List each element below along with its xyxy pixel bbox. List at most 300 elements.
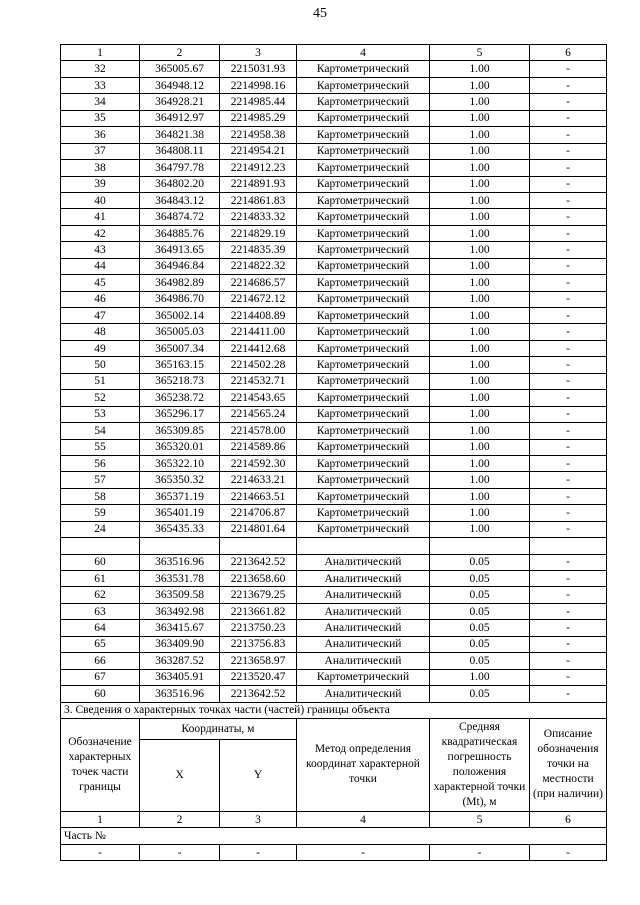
table-cell: 1.00 bbox=[430, 291, 530, 307]
table-cell: - bbox=[530, 587, 607, 603]
header-y: Y bbox=[220, 740, 297, 812]
table-cell: 2213661.82 bbox=[220, 603, 297, 619]
table-cell: 59 bbox=[61, 505, 140, 521]
table-cell: 2215031.93 bbox=[220, 61, 297, 77]
column-number: 5 bbox=[430, 45, 530, 61]
table-cell: - bbox=[530, 77, 607, 93]
table-cell: 1.00 bbox=[430, 225, 530, 241]
table-row bbox=[61, 160, 607, 176]
table-cell: 63 bbox=[61, 603, 140, 619]
table-cell: 2214958.38 bbox=[220, 127, 297, 143]
table-cell: 2214672.12 bbox=[220, 291, 297, 307]
table-cell: Картометрический bbox=[297, 505, 430, 521]
section-header-row bbox=[61, 718, 607, 739]
table-cell: - bbox=[530, 636, 607, 652]
table-cell: Картометрический bbox=[297, 291, 430, 307]
header-point-designation: Обозначение характерных точек части границы bbox=[61, 718, 140, 811]
table-cell: 61 bbox=[61, 571, 140, 587]
table-cell: 363516.96 bbox=[140, 686, 220, 702]
table-cell: - bbox=[530, 61, 607, 77]
table-cell: 1.00 bbox=[430, 521, 530, 537]
table-cell: 365296.17 bbox=[140, 406, 220, 422]
column-number: 1 bbox=[61, 811, 140, 827]
table-cell: 0.05 bbox=[430, 636, 530, 652]
table-cell: 62 bbox=[61, 587, 140, 603]
table-cell: 365005.67 bbox=[140, 61, 220, 77]
header-coordinates: Координаты, м bbox=[140, 718, 297, 739]
table-cell: 66 bbox=[61, 653, 140, 669]
table-cell: 2214408.89 bbox=[220, 308, 297, 324]
table-row bbox=[61, 324, 607, 340]
table-cell: Картометрический bbox=[297, 160, 430, 176]
table-cell: - bbox=[530, 603, 607, 619]
table-cell: 365322.10 bbox=[140, 455, 220, 471]
table-cell: 363409.90 bbox=[140, 636, 220, 652]
table-cell: 364885.76 bbox=[140, 225, 220, 241]
table-row bbox=[61, 521, 607, 537]
table-cell: 0.05 bbox=[430, 686, 530, 702]
table-cell: - bbox=[530, 340, 607, 356]
table-row bbox=[61, 620, 607, 636]
table-cell: 364948.12 bbox=[140, 77, 220, 93]
table-cell: 39 bbox=[61, 176, 140, 192]
column-number: 1 bbox=[61, 45, 140, 61]
table-row bbox=[61, 423, 607, 439]
table-cell bbox=[61, 538, 140, 554]
table-cell: 365002.14 bbox=[140, 308, 220, 324]
table-cell: - bbox=[430, 844, 530, 860]
table-cell: 2214411.00 bbox=[220, 324, 297, 340]
table-cell bbox=[530, 538, 607, 554]
table-cell: 46 bbox=[61, 291, 140, 307]
table-cell: 364913.65 bbox=[140, 242, 220, 258]
table-cell: - bbox=[530, 160, 607, 176]
table-row bbox=[61, 94, 607, 110]
table-cell: 1.00 bbox=[430, 61, 530, 77]
table-cell: 52 bbox=[61, 390, 140, 406]
table-cell: 2214833.32 bbox=[220, 209, 297, 225]
table-row bbox=[61, 192, 607, 208]
table-row bbox=[61, 636, 607, 652]
table-cell: 365371.19 bbox=[140, 488, 220, 504]
table-cell: 2213750.23 bbox=[220, 620, 297, 636]
table-cell: 363531.78 bbox=[140, 571, 220, 587]
table-cell: 38 bbox=[61, 160, 140, 176]
table-cell: 1.00 bbox=[430, 455, 530, 471]
table-cell: Картометрический bbox=[297, 176, 430, 192]
column-number: 2 bbox=[140, 811, 220, 827]
table-row bbox=[61, 653, 607, 669]
table-cell: Аналитический bbox=[297, 636, 430, 652]
table-cell: 1.00 bbox=[430, 94, 530, 110]
table-cell bbox=[220, 538, 297, 554]
table-cell: 1.00 bbox=[430, 77, 530, 93]
table-cell: 41 bbox=[61, 209, 140, 225]
table-cell: 2214565.24 bbox=[220, 406, 297, 422]
table-cell: 363405.91 bbox=[140, 669, 220, 685]
table-cell: 1.00 bbox=[430, 308, 530, 324]
table-cell: - bbox=[530, 192, 607, 208]
header-method: Метод определения координат характерной точки bbox=[297, 718, 430, 811]
table-cell: 2214985.29 bbox=[220, 110, 297, 126]
table-row bbox=[61, 291, 607, 307]
table-cell: - bbox=[530, 390, 607, 406]
table-cell: 365007.34 bbox=[140, 340, 220, 356]
table-row bbox=[61, 275, 607, 291]
table-cell: 58 bbox=[61, 488, 140, 504]
header-error: Средняя квадратическая погрешность положения характерной точки (Mt), м bbox=[430, 718, 530, 811]
table-cell: - bbox=[530, 275, 607, 291]
table-cell bbox=[430, 538, 530, 554]
table-cell: 1.00 bbox=[430, 373, 530, 389]
table-cell: 33 bbox=[61, 77, 140, 93]
table-cell: 2213756.83 bbox=[220, 636, 297, 652]
table-cell: 363509.58 bbox=[140, 587, 220, 603]
table-cell: Картометрический bbox=[297, 521, 430, 537]
table-cell: 1.00 bbox=[430, 505, 530, 521]
table-cell: 365005.03 bbox=[140, 324, 220, 340]
table-row bbox=[61, 242, 607, 258]
table-cell: 2214412.68 bbox=[220, 340, 297, 356]
table-cell: Картометрический bbox=[297, 143, 430, 159]
table-cell: - bbox=[530, 258, 607, 274]
table-row bbox=[61, 439, 607, 455]
table-cell: 56 bbox=[61, 455, 140, 471]
table-cell: - bbox=[530, 521, 607, 537]
table-cell: - bbox=[530, 209, 607, 225]
table-cell: 365401.19 bbox=[140, 505, 220, 521]
table-cell: 1.00 bbox=[430, 160, 530, 176]
table-cell: - bbox=[530, 308, 607, 324]
table-cell: 2214829.19 bbox=[220, 225, 297, 241]
table-row bbox=[61, 143, 607, 159]
column-number-row bbox=[61, 45, 607, 61]
table-cell: 2213658.97 bbox=[220, 653, 297, 669]
table-cell bbox=[297, 538, 430, 554]
table-row bbox=[61, 340, 607, 356]
table-cell: 34 bbox=[61, 94, 140, 110]
table-cell: Картометрический bbox=[297, 192, 430, 208]
table-cell: 65 bbox=[61, 636, 140, 652]
table-cell: 0.05 bbox=[430, 653, 530, 669]
table-cell: 50 bbox=[61, 357, 140, 373]
table-cell: Картометрический bbox=[297, 669, 430, 685]
table-cell: Картометрический bbox=[297, 340, 430, 356]
table-cell: 0.05 bbox=[430, 554, 530, 570]
table-cell: 1.00 bbox=[430, 176, 530, 192]
table-cell: 37 bbox=[61, 143, 140, 159]
table-cell: 1.00 bbox=[430, 258, 530, 274]
table-cell: 364821.38 bbox=[140, 127, 220, 143]
page-number: 45 bbox=[313, 6, 327, 21]
table-row bbox=[61, 472, 607, 488]
table-row bbox=[61, 110, 607, 126]
table-cell: 364946.84 bbox=[140, 258, 220, 274]
table-cell: 2214985.44 bbox=[220, 94, 297, 110]
column-number: 6 bbox=[530, 45, 607, 61]
table-cell: 1.00 bbox=[430, 423, 530, 439]
table-cell: 363492.98 bbox=[140, 603, 220, 619]
table-cell: Картометрический bbox=[297, 209, 430, 225]
table-cell: 55 bbox=[61, 439, 140, 455]
table-cell: 364808.11 bbox=[140, 143, 220, 159]
table-cell: 2213679.25 bbox=[220, 587, 297, 603]
table-cell: 2213658.60 bbox=[220, 571, 297, 587]
table-cell: 365238.72 bbox=[140, 390, 220, 406]
table-cell: - bbox=[530, 143, 607, 159]
table-cell: 2214532.71 bbox=[220, 373, 297, 389]
table-row bbox=[61, 686, 607, 702]
table-cell: - bbox=[530, 110, 607, 126]
empty-part-row bbox=[61, 844, 607, 860]
table-cell: 36 bbox=[61, 127, 140, 143]
table-cell: - bbox=[530, 324, 607, 340]
table-cell: Картометрический bbox=[297, 423, 430, 439]
table-cell: Картометрический bbox=[297, 488, 430, 504]
table-row bbox=[61, 357, 607, 373]
column-number: 4 bbox=[297, 811, 430, 827]
table-row bbox=[61, 209, 607, 225]
table-cell: 1.00 bbox=[430, 669, 530, 685]
table-cell: 57 bbox=[61, 472, 140, 488]
table-row bbox=[61, 61, 607, 77]
table-cell: 2214998.16 bbox=[220, 77, 297, 93]
table-cell: 2214663.51 bbox=[220, 488, 297, 504]
table-cell: 2213520.47 bbox=[220, 669, 297, 685]
table-cell: 363287.52 bbox=[140, 653, 220, 669]
table-cell: 2214502.28 bbox=[220, 357, 297, 373]
table-cell: 2214592.30 bbox=[220, 455, 297, 471]
section-title: 3. Сведения о характерных точках части (частей) границы объекта bbox=[61, 702, 607, 718]
table-cell: 64 bbox=[61, 620, 140, 636]
table-row bbox=[61, 258, 607, 274]
table-cell: Аналитический bbox=[297, 620, 430, 636]
table-cell: 2213642.52 bbox=[220, 554, 297, 570]
table-cell: 45 bbox=[61, 275, 140, 291]
table-cell: 51 bbox=[61, 373, 140, 389]
table-cell: Картометрический bbox=[297, 94, 430, 110]
table-cell: 48 bbox=[61, 324, 140, 340]
table-cell: 1.00 bbox=[430, 340, 530, 356]
table-cell: 32 bbox=[61, 61, 140, 77]
table-row bbox=[61, 127, 607, 143]
table-cell: - bbox=[140, 844, 220, 860]
table-cell: Картометрический bbox=[297, 390, 430, 406]
table-cell: 1.00 bbox=[430, 324, 530, 340]
table-cell: 2214954.21 bbox=[220, 143, 297, 159]
table-cell: - bbox=[530, 423, 607, 439]
table-cell: Картометрический bbox=[297, 455, 430, 471]
table-cell: Картометрический bbox=[297, 357, 430, 373]
table-cell: - bbox=[61, 844, 140, 860]
table-cell: Картометрический bbox=[297, 61, 430, 77]
table-cell: 363516.96 bbox=[140, 554, 220, 570]
table-row bbox=[61, 373, 607, 389]
part-label: Часть № bbox=[61, 828, 607, 844]
table-row bbox=[61, 488, 607, 504]
table-cell: 1.00 bbox=[430, 242, 530, 258]
table-row bbox=[61, 571, 607, 587]
table-cell: 44 bbox=[61, 258, 140, 274]
table-cell: 1.00 bbox=[430, 472, 530, 488]
table-cell: 2214543.65 bbox=[220, 390, 297, 406]
table-cell: Аналитический bbox=[297, 554, 430, 570]
part-label-row bbox=[61, 828, 607, 844]
table-cell: 35 bbox=[61, 110, 140, 126]
table-row bbox=[61, 554, 607, 570]
table-cell: 1.00 bbox=[430, 192, 530, 208]
table-cell: 60 bbox=[61, 554, 140, 570]
table-cell: Аналитический bbox=[297, 571, 430, 587]
table-cell: 1.00 bbox=[430, 488, 530, 504]
coordinates-table bbox=[60, 44, 607, 861]
table-cell: - bbox=[530, 127, 607, 143]
table-cell: Картометрический bbox=[297, 373, 430, 389]
table-cell: 60 bbox=[61, 686, 140, 702]
table-cell: 2214706.87 bbox=[220, 505, 297, 521]
column-number: 6 bbox=[530, 811, 607, 827]
table-cell: 2214861.83 bbox=[220, 192, 297, 208]
table-cell: 365320.01 bbox=[140, 439, 220, 455]
table-cell: Аналитический bbox=[297, 686, 430, 702]
table-cell: Картометрический bbox=[297, 275, 430, 291]
table-cell: 24 bbox=[61, 521, 140, 537]
table-cell: Аналитический bbox=[297, 653, 430, 669]
table-cell: - bbox=[530, 472, 607, 488]
table-cell: Картометрический bbox=[297, 110, 430, 126]
table-cell: 49 bbox=[61, 340, 140, 356]
table-cell: 2214589.86 bbox=[220, 439, 297, 455]
table-cell: 1.00 bbox=[430, 390, 530, 406]
table-cell: 2214633.21 bbox=[220, 472, 297, 488]
table-cell: - bbox=[530, 291, 607, 307]
table-cell: 53 bbox=[61, 406, 140, 422]
table-row bbox=[61, 587, 607, 603]
table-row bbox=[61, 603, 607, 619]
header-description: Описание обозначения точки на местности (при наличии) bbox=[530, 718, 607, 811]
table-cell: Аналитический bbox=[297, 587, 430, 603]
table-cell: 363415.67 bbox=[140, 620, 220, 636]
table-cell: Картометрический bbox=[297, 472, 430, 488]
table-cell: - bbox=[530, 669, 607, 685]
table-cell: 54 bbox=[61, 423, 140, 439]
table-cell: 364874.72 bbox=[140, 209, 220, 225]
column-number: 3 bbox=[220, 811, 297, 827]
table-cell: - bbox=[530, 571, 607, 587]
table-cell: 0.05 bbox=[430, 571, 530, 587]
table-cell: - bbox=[530, 94, 607, 110]
table-cell: 364843.12 bbox=[140, 192, 220, 208]
table-cell: 364797.78 bbox=[140, 160, 220, 176]
table-cell: Картометрический bbox=[297, 242, 430, 258]
table-cell: - bbox=[530, 505, 607, 521]
table-cell: 364928.21 bbox=[140, 94, 220, 110]
table-cell: - bbox=[530, 373, 607, 389]
column-number: 5 bbox=[430, 811, 530, 827]
table-cell: Картометрический bbox=[297, 77, 430, 93]
table-cell: 365309.85 bbox=[140, 423, 220, 439]
table-cell: 365218.73 bbox=[140, 373, 220, 389]
table-row bbox=[61, 669, 607, 685]
table-row bbox=[61, 455, 607, 471]
table-cell: 364986.70 bbox=[140, 291, 220, 307]
table-row bbox=[61, 505, 607, 521]
table-cell: 1.00 bbox=[430, 275, 530, 291]
table-row bbox=[61, 77, 607, 93]
table-cell: 2214891.93 bbox=[220, 176, 297, 192]
section-column-number-row bbox=[61, 811, 607, 827]
table-cell: Картометрический bbox=[297, 406, 430, 422]
table-cell: 67 bbox=[61, 669, 140, 685]
table-row bbox=[61, 308, 607, 324]
table-cell: 364802.20 bbox=[140, 176, 220, 192]
table-cell: 42 bbox=[61, 225, 140, 241]
table-cell: 1.00 bbox=[430, 439, 530, 455]
table-cell: - bbox=[530, 357, 607, 373]
table-cell: 0.05 bbox=[430, 620, 530, 636]
table-cell: Картометрический bbox=[297, 258, 430, 274]
table-cell: 0.05 bbox=[430, 603, 530, 619]
column-number: 4 bbox=[297, 45, 430, 61]
table-row bbox=[61, 390, 607, 406]
table-cell: 2214801.64 bbox=[220, 521, 297, 537]
table-cell: 365350.32 bbox=[140, 472, 220, 488]
table-cell: 1.00 bbox=[430, 143, 530, 159]
table-cell: - bbox=[530, 439, 607, 455]
table-cell: 2213642.52 bbox=[220, 686, 297, 702]
table-cell: Картометрический bbox=[297, 225, 430, 241]
table-cell: 2214835.39 bbox=[220, 242, 297, 258]
column-number: 2 bbox=[140, 45, 220, 61]
table-cell: 2214686.57 bbox=[220, 275, 297, 291]
table-cell: 2214912.23 bbox=[220, 160, 297, 176]
table-cell: Картометрический bbox=[297, 308, 430, 324]
table-row bbox=[61, 225, 607, 241]
table-cell: 40 bbox=[61, 192, 140, 208]
table-cell: 365163.15 bbox=[140, 357, 220, 373]
table-cell: - bbox=[530, 242, 607, 258]
table-cell: - bbox=[297, 844, 430, 860]
table-cell: - bbox=[530, 488, 607, 504]
table-cell: - bbox=[530, 554, 607, 570]
table-cell: 1.00 bbox=[430, 357, 530, 373]
header-x: X bbox=[140, 740, 220, 812]
table-cell: - bbox=[530, 620, 607, 636]
table-cell: 364912.97 bbox=[140, 110, 220, 126]
table-cell: - bbox=[530, 455, 607, 471]
table-cell: - bbox=[530, 406, 607, 422]
blank-row bbox=[61, 538, 607, 554]
column-number: 3 bbox=[220, 45, 297, 61]
table-cell: - bbox=[530, 225, 607, 241]
table-cell: Картометрический bbox=[297, 324, 430, 340]
table-cell: - bbox=[530, 686, 607, 702]
table-cell: Картометрический bbox=[297, 127, 430, 143]
table-cell: 47 bbox=[61, 308, 140, 324]
table-cell: 364982.89 bbox=[140, 275, 220, 291]
table-cell: 2214822.32 bbox=[220, 258, 297, 274]
table-cell: - bbox=[220, 844, 297, 860]
table-cell: 1.00 bbox=[430, 127, 530, 143]
table-cell: 365435.33 bbox=[140, 521, 220, 537]
table-cell: - bbox=[530, 653, 607, 669]
table-row bbox=[61, 406, 607, 422]
table-cell: Картометрический bbox=[297, 439, 430, 455]
table-cell: - bbox=[530, 844, 607, 860]
section-title-row bbox=[61, 702, 607, 718]
table-cell: 1.00 bbox=[430, 209, 530, 225]
table-cell: 1.00 bbox=[430, 110, 530, 126]
